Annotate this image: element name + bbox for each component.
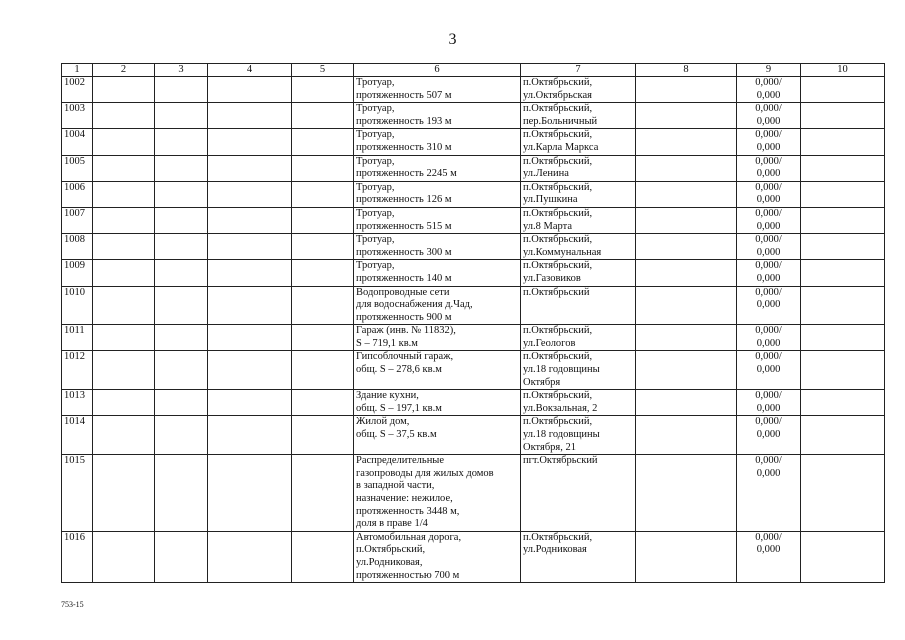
col-5-cell — [292, 234, 354, 260]
col-header-2: 2 — [93, 64, 155, 77]
property-name: Тротуар, протяженность 515 м — [354, 207, 521, 233]
footer-code: 753-15 — [61, 600, 84, 609]
col-3-cell — [155, 207, 208, 233]
row-number: 1014 — [62, 416, 93, 455]
col-3-cell — [155, 234, 208, 260]
property-name: Тротуар, протяженность 193 м — [354, 103, 521, 129]
col-3-cell — [155, 455, 208, 532]
property-value: 0,000/ 0,000 — [737, 531, 801, 582]
property-name: Автомобильная дорога, п.Октябрьский, ул.Родниковая, протяженностью 700 м — [354, 531, 521, 582]
col-3-cell — [155, 325, 208, 351]
property-value: 0,000/ 0,000 — [737, 260, 801, 286]
property-name: Жилой дом, общ. S – 37,5 кв.м — [354, 416, 521, 455]
col-5-cell — [292, 531, 354, 582]
row-number: 1013 — [62, 390, 93, 416]
col-4-cell — [208, 455, 292, 532]
col-3-cell — [155, 103, 208, 129]
col-10-cell — [801, 455, 885, 532]
col-10-cell — [801, 207, 885, 233]
row-number: 1011 — [62, 325, 93, 351]
row-number: 1009 — [62, 260, 93, 286]
col-10-cell — [801, 416, 885, 455]
col-10-cell — [801, 155, 885, 181]
col-2-cell — [93, 103, 155, 129]
table-row — [62, 416, 885, 455]
property-value: 0,000/ 0,000 — [737, 325, 801, 351]
col-4-cell — [208, 390, 292, 416]
property-address: пгт.Октябрьский — [521, 455, 636, 532]
property-value: 0,000/ 0,000 — [737, 181, 801, 207]
col-4-cell — [208, 531, 292, 582]
col-10-cell — [801, 129, 885, 155]
col-header-8: 8 — [636, 64, 737, 77]
col-8-cell — [636, 181, 737, 207]
property-address: п.Октябрьский, ул.Пушкина — [521, 181, 636, 207]
col-8-cell — [636, 390, 737, 416]
property-name: Тротуар, протяженность 126 м — [354, 181, 521, 207]
table-row — [62, 286, 885, 325]
col-5-cell — [292, 351, 354, 390]
col-10-cell — [801, 390, 885, 416]
col-3-cell — [155, 531, 208, 582]
col-4-cell — [208, 103, 292, 129]
col-8-cell — [636, 234, 737, 260]
col-2-cell — [93, 260, 155, 286]
property-name: Гипсоблочный гараж, общ. S – 278,6 кв.м — [354, 351, 521, 390]
property-value: 0,000/ 0,000 — [737, 286, 801, 325]
col-5-cell — [292, 390, 354, 416]
table-row — [62, 129, 885, 155]
col-2-cell — [93, 77, 155, 103]
row-number: 1003 — [62, 103, 93, 129]
col-4-cell — [208, 155, 292, 181]
col-10-cell — [801, 181, 885, 207]
property-name: Тротуар, протяженность 2245 м — [354, 155, 521, 181]
col-8-cell — [636, 531, 737, 582]
row-number: 1002 — [62, 77, 93, 103]
col-header-7: 7 — [521, 64, 636, 77]
col-10-cell — [801, 103, 885, 129]
col-4-cell — [208, 129, 292, 155]
property-name: Распределительные газопроводы для жилых домов в западной части, назначение: нежилое, протяженность 3448 м, доля в праве 1/4 — [354, 455, 521, 532]
col-4-cell — [208, 207, 292, 233]
property-name: Гараж (инв. № 11832), S – 719,1 кв.м — [354, 325, 521, 351]
property-address: п.Октябрьский, ул.Вокзальная, 2 — [521, 390, 636, 416]
col-4-cell — [208, 181, 292, 207]
row-number: 1016 — [62, 531, 93, 582]
property-name: Тротуар, протяженность 310 м — [354, 129, 521, 155]
property-name: Водопроводные сети для водоснабжения д.Чад, протяженность 900 м — [354, 286, 521, 325]
row-number: 1008 — [62, 234, 93, 260]
row-number: 1005 — [62, 155, 93, 181]
col-5-cell — [292, 207, 354, 233]
col-8-cell — [636, 416, 737, 455]
col-2-cell — [93, 351, 155, 390]
table-row — [62, 155, 885, 181]
property-value: 0,000/ 0,000 — [737, 390, 801, 416]
property-value: 0,000/ 0,000 — [737, 77, 801, 103]
row-number: 1004 — [62, 129, 93, 155]
col-10-cell — [801, 351, 885, 390]
property-value: 0,000/ 0,000 — [737, 155, 801, 181]
col-8-cell — [636, 103, 737, 129]
table-row — [62, 351, 885, 390]
property-address: п.Октябрьский, ул.Коммунальная — [521, 234, 636, 260]
col-8-cell — [636, 77, 737, 103]
property-address: п.Октябрьский — [521, 286, 636, 325]
col-header-9: 9 — [737, 64, 801, 77]
col-2-cell — [93, 390, 155, 416]
col-5-cell — [292, 455, 354, 532]
col-4-cell — [208, 286, 292, 325]
table-row — [62, 390, 885, 416]
col-5-cell — [292, 181, 354, 207]
property-value: 0,000/ 0,000 — [737, 129, 801, 155]
col-2-cell — [93, 181, 155, 207]
col-header-3: 3 — [155, 64, 208, 77]
property-value: 0,000/ 0,000 — [737, 103, 801, 129]
col-8-cell — [636, 155, 737, 181]
col-8-cell — [636, 129, 737, 155]
table-row — [62, 207, 885, 233]
col-header-1: 1 — [62, 64, 93, 77]
col-3-cell — [155, 390, 208, 416]
col-8-cell — [636, 260, 737, 286]
col-5-cell — [292, 77, 354, 103]
table-row — [62, 181, 885, 207]
row-number: 1010 — [62, 286, 93, 325]
col-3-cell — [155, 181, 208, 207]
col-4-cell — [208, 351, 292, 390]
col-10-cell — [801, 531, 885, 582]
property-name: Тротуар, протяженность 140 м — [354, 260, 521, 286]
col-10-cell — [801, 286, 885, 325]
property-address: п.Октябрьский, ул.18 годовщины Октября, 21 — [521, 416, 636, 455]
col-5-cell — [292, 103, 354, 129]
table-row — [62, 325, 885, 351]
property-value: 0,000/ 0,000 — [737, 416, 801, 455]
col-10-cell — [801, 77, 885, 103]
col-3-cell — [155, 77, 208, 103]
property-value: 0,000/ 0,000 — [737, 455, 801, 532]
col-2-cell — [93, 325, 155, 351]
col-10-cell — [801, 234, 885, 260]
col-3-cell — [155, 155, 208, 181]
property-value: 0,000/ 0,000 — [737, 207, 801, 233]
col-4-cell — [208, 325, 292, 351]
property-address: п.Октябрьский, ул.8 Марта — [521, 207, 636, 233]
property-address: п.Октябрьский, ул.Геологов — [521, 325, 636, 351]
property-value: 0,000/ 0,000 — [737, 351, 801, 390]
col-header-5: 5 — [292, 64, 354, 77]
table-row — [62, 455, 885, 532]
col-2-cell — [93, 129, 155, 155]
property-address: п.Октябрьский, ул.Родниковая — [521, 531, 636, 582]
col-2-cell — [93, 155, 155, 181]
col-5-cell — [292, 416, 354, 455]
column-number-row — [62, 64, 885, 77]
col-2-cell — [93, 531, 155, 582]
table-row — [62, 77, 885, 103]
col-10-cell — [801, 325, 885, 351]
col-4-cell — [208, 77, 292, 103]
col-3-cell — [155, 260, 208, 286]
col-8-cell — [636, 286, 737, 325]
property-address: п.Октябрьский, пер.Больничный — [521, 103, 636, 129]
property-name: Тротуар, протяженность 507 м — [354, 77, 521, 103]
col-5-cell — [292, 129, 354, 155]
col-header-10: 10 — [801, 64, 885, 77]
col-4-cell — [208, 260, 292, 286]
property-address: п.Октябрьский, ул.Ленина — [521, 155, 636, 181]
col-2-cell — [93, 416, 155, 455]
property-registry-table — [61, 63, 885, 583]
col-4-cell — [208, 416, 292, 455]
property-address: п.Октябрьский, ул.Октябрьская — [521, 77, 636, 103]
col-2-cell — [93, 286, 155, 325]
col-10-cell — [801, 260, 885, 286]
table-row — [62, 531, 885, 582]
property-value: 0,000/ 0,000 — [737, 234, 801, 260]
col-2-cell — [93, 234, 155, 260]
row-number: 1015 — [62, 455, 93, 532]
table-row — [62, 103, 885, 129]
col-3-cell — [155, 416, 208, 455]
col-8-cell — [636, 455, 737, 532]
property-address: п.Октябрьский, ул.18 годовщины Октября — [521, 351, 636, 390]
col-2-cell — [93, 455, 155, 532]
table-row — [62, 260, 885, 286]
property-name: Тротуар, протяженность 300 м — [354, 234, 521, 260]
page-number: 3 — [448, 31, 457, 48]
row-number: 1006 — [62, 181, 93, 207]
col-5-cell — [292, 155, 354, 181]
col-5-cell — [292, 286, 354, 325]
col-4-cell — [208, 234, 292, 260]
row-number: 1012 — [62, 351, 93, 390]
col-3-cell — [155, 129, 208, 155]
property-address: п.Октябрьский, ул.Карла Маркса — [521, 129, 636, 155]
col-8-cell — [636, 207, 737, 233]
col-8-cell — [636, 351, 737, 390]
col-3-cell — [155, 286, 208, 325]
property-name: Здание кухни, общ. S – 197,1 кв.м — [354, 390, 521, 416]
col-2-cell — [93, 207, 155, 233]
col-8-cell — [636, 325, 737, 351]
col-3-cell — [155, 351, 208, 390]
col-header-4: 4 — [208, 64, 292, 77]
table-row — [62, 234, 885, 260]
row-number: 1007 — [62, 207, 93, 233]
col-header-6: 6 — [354, 64, 521, 77]
property-address: п.Октябрьский, ул.Газовиков — [521, 260, 636, 286]
col-5-cell — [292, 325, 354, 351]
col-5-cell — [292, 260, 354, 286]
